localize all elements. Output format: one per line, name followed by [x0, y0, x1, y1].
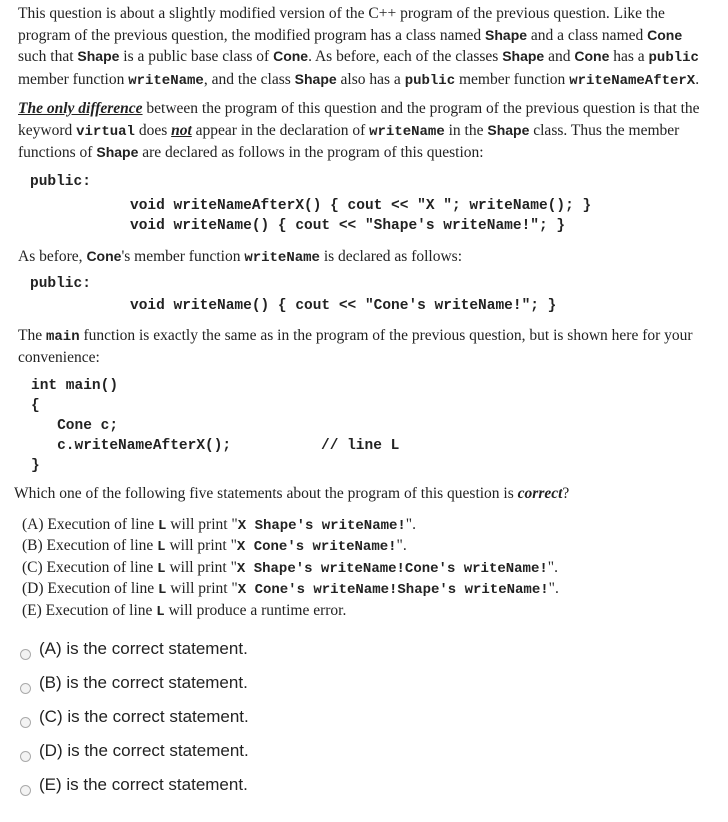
class-shape: Shape — [502, 48, 545, 64]
class-shape: Shape — [294, 70, 337, 87]
statement-text: will print " — [166, 515, 238, 533]
code-public-label: public: — [30, 276, 91, 292]
intro-paragraph — [18, 4, 714, 91]
statement-output: X Cone's writeName!Shape's writeName! — [237, 582, 549, 599]
intro-text: member function — [455, 70, 570, 88]
method-writename: writeName — [128, 72, 204, 89]
statement-text: will produce a runtime error. — [164, 601, 347, 619]
code-block-shape — [18, 172, 714, 236]
line-label: L — [156, 603, 165, 620]
intro-text: such that — [18, 48, 78, 65]
before-paragraph — [18, 246, 714, 269]
statement-text: will print " — [166, 580, 238, 598]
code-line-close-brace: } — [31, 458, 40, 474]
line-label: L — [158, 582, 167, 599]
class-shape: Shape — [485, 26, 528, 43]
option-label[interactable]: (E) is the correct statement. — [39, 775, 248, 795]
line-label: L — [158, 517, 167, 534]
code-line-writenameafterx: void writeNameAfterX() { cout << "X "; writeName(); } — [130, 197, 592, 214]
diff-text: are declared as follows in the program of this question: — [138, 144, 484, 161]
intro-text: has a — [609, 48, 649, 65]
statement-output: X Shape's writeName!Cone's writeName! — [236, 560, 548, 577]
statement-b — [22, 536, 714, 558]
radio-button-icon[interactable] — [20, 683, 31, 694]
difference-paragraph — [18, 99, 714, 164]
code-line-open-brace: { — [31, 398, 40, 414]
main-text: The — [18, 327, 46, 344]
intro-text: This question is about a slightly modified version of the C++ program of the previous question. Like the program of the previous question, the modified program has a class named — [18, 5, 665, 44]
statement-text: will print " — [165, 537, 237, 555]
keyword-public: public — [648, 50, 699, 66]
diff-text: appear in the declaration of — [191, 121, 370, 139]
main-paragraph — [18, 326, 714, 368]
keyword-virtual: virtual — [76, 123, 135, 140]
code-line-writename-cone: void writeName() { cout << "Cone's writeName!"; } — [130, 298, 557, 314]
emphasis-only-difference: The only difference — [18, 100, 143, 117]
diff-text: in the — [444, 121, 488, 139]
intro-text: . As before, each of the classes — [308, 48, 503, 65]
code-block-main — [18, 376, 714, 476]
option-c[interactable] — [18, 700, 714, 734]
prompt-text: ? — [562, 485, 570, 502]
diff-text: between the program of this question and the program of the previous question is that the keyword — [18, 100, 700, 139]
line-label: L — [157, 560, 166, 577]
line-label: L — [157, 539, 166, 556]
intro-text: also has a — [336, 70, 405, 88]
radio-button-icon[interactable] — [20, 717, 31, 728]
before-text: is declared as follows: — [319, 247, 462, 265]
answer-options — [18, 632, 714, 802]
keyword-public: public — [404, 72, 456, 89]
class-shape: Shape — [77, 48, 120, 64]
statement-e — [22, 601, 714, 623]
diff-text: class. Thus the member functions of — [18, 121, 680, 161]
code-block-cone — [18, 274, 714, 316]
radio-button-icon[interactable] — [20, 751, 31, 762]
before-text: 's member function — [121, 247, 245, 265]
class-cone: Cone — [273, 48, 309, 64]
statement-d — [22, 579, 714, 601]
option-a[interactable] — [18, 632, 714, 666]
statement-a — [22, 515, 714, 537]
option-d[interactable] — [18, 734, 714, 768]
function-main: main — [45, 329, 80, 345]
class-cone: Cone — [574, 48, 610, 64]
statement-text: ". — [547, 558, 558, 576]
radio-button-icon[interactable] — [20, 649, 31, 660]
option-label[interactable]: (C) is the correct statement. — [39, 707, 249, 727]
before-text: As before, — [18, 247, 87, 265]
statement-text: ". — [396, 537, 407, 555]
diff-text: does — [134, 121, 172, 139]
code-line-cone-decl: Cone c; — [31, 418, 119, 434]
option-label[interactable]: (B) is the correct statement. — [39, 673, 248, 693]
statement-c — [22, 558, 714, 580]
code-public-label: public: — [30, 173, 91, 190]
statement-text: (C) Execution of line — [22, 558, 158, 576]
class-shape: Shape — [487, 121, 530, 138]
statement-output: X Shape's writeName! — [237, 517, 406, 534]
statement-output: X Cone's writeName! — [236, 539, 397, 556]
radio-button-icon[interactable] — [20, 785, 31, 796]
emphasis-not: not — [171, 121, 192, 139]
class-shape: Shape — [96, 144, 139, 160]
main-text: function is exactly the same as in the program of the previous question, but is shown here for your convenience: — [18, 327, 693, 366]
method-writename: writeName — [369, 123, 445, 140]
statement-text: (E) Execution of line — [22, 601, 157, 619]
option-label[interactable]: (A) is the correct statement. — [39, 639, 248, 659]
option-label[interactable]: (D) is the correct statement. — [39, 741, 249, 761]
prompt-text: Which one of the following five statements about the program of this question is — [14, 485, 518, 502]
intro-text: . — [695, 70, 700, 88]
emphasis-correct: correct — [517, 485, 563, 502]
statement-text: (A) Execution of line — [22, 515, 159, 533]
statement-text: ". — [405, 515, 416, 533]
option-b[interactable] — [18, 666, 714, 700]
code-comment-line-l: // line L — [321, 438, 400, 454]
statement-text: ". — [548, 580, 559, 598]
intro-text: member function — [18, 70, 129, 88]
statement-text: will print " — [165, 558, 237, 576]
code-line-writename-shape: void writeName() { cout << "Shape's writeName!"; } — [130, 217, 566, 234]
code-line-main-signature: int main() — [31, 378, 119, 394]
statement-text: (B) Execution of line — [22, 537, 158, 555]
question-prompt — [14, 484, 714, 505]
intro-text: is a public base class of — [119, 48, 274, 65]
class-cone: Cone — [86, 247, 122, 264]
class-cone: Cone — [647, 26, 683, 43]
method-writename: writeName — [244, 249, 320, 266]
statement-list — [22, 515, 714, 623]
option-e[interactable] — [18, 768, 714, 802]
statement-text: (D) Execution of line — [22, 580, 159, 598]
code-line-call — [31, 436, 714, 456]
intro-text: and a class named — [527, 26, 648, 44]
code-call-statement: c.writeNameAfterX(); — [31, 438, 232, 454]
intro-text: and — [544, 48, 575, 65]
method-writenameafterx: writeNameAfterX — [569, 72, 696, 89]
intro-text: , and the class — [203, 70, 295, 88]
